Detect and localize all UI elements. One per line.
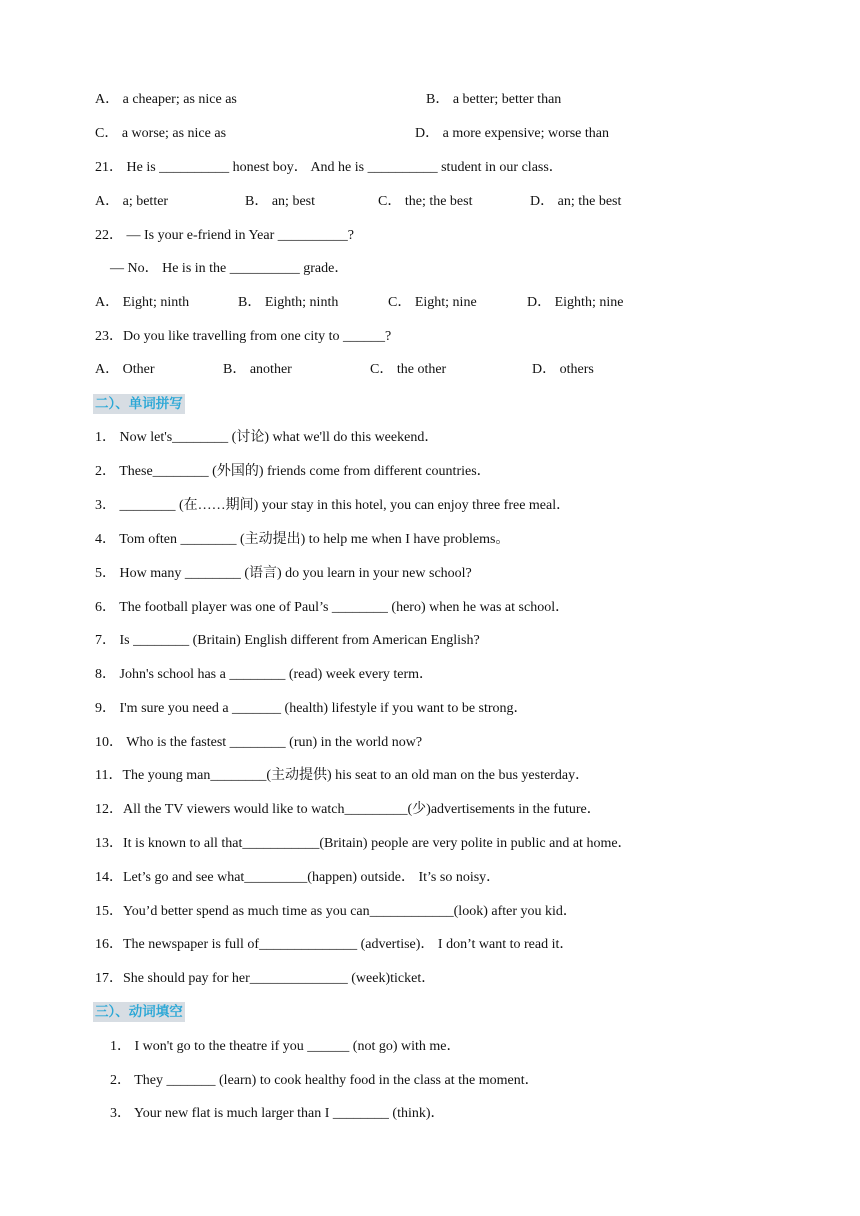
spelling-item: 12．All the TV viewers would like to watch_________(少)advertisements in the future． [95, 802, 601, 817]
option-c: C． the other [370, 362, 447, 377]
verb-item: 2． They _______ (learn) to cook healthy food in the class at the moment． [110, 1073, 539, 1088]
spelling-item: 8． John's school has a ________ (read) week every term． [95, 667, 434, 682]
option-c: C． the; the best [378, 194, 473, 209]
option-a: A． a; better [95, 194, 169, 209]
question-23: 23．Do you like travelling from one city to ______? [95, 329, 392, 344]
option-d: D． an; the best [530, 194, 622, 209]
spelling-item: 5． How many ________ (语言) do you learn in your new school? [95, 566, 472, 581]
spelling-item: 2． These________ (外国的) friends come from different countries． [95, 464, 491, 479]
spelling-item: 17．She should pay for her______________ (week)ticket． [95, 971, 436, 986]
option-d: D． a more expensive; worse than [415, 126, 609, 141]
section-heading-spelling: 二）、单词拼写 [95, 396, 183, 412]
option-a: A． a cheaper; as nice as [95, 92, 237, 107]
question-22: 22． — Is your e-friend in Year __________? [95, 228, 354, 243]
spelling-item: 11．The young man________(主动提供) his seat to an old man on the bus yesterday． [95, 768, 590, 783]
spelling-item: 14．Let’s go and see what_________(happen) outside． It’s so noisy． [95, 870, 501, 885]
spelling-item: 9． I'm sure you need a _______ (health) lifestyle if you want to be strong． [95, 701, 528, 716]
option-a: A． Eight; ninth [95, 295, 190, 310]
option-b: B． an; best [245, 194, 315, 209]
section-heading-verb-fill: 三）、动词填空 [95, 1004, 183, 1020]
option-c: C． Eight; nine [388, 295, 477, 310]
spelling-item: 4． Tom often ________ (主动提出) to help me when I have problems。 [95, 532, 510, 547]
spelling-item: 3． ________ (在……期间) your stay in this hotel, you can enjoy three free meal． [95, 498, 571, 513]
verb-item: 3． Your new flat is much larger than I ________ (think)． [110, 1106, 445, 1121]
spelling-item: 16．The newspaper is full of______________ (advertise)． I don’t want to read it． [95, 937, 574, 952]
spelling-item: 15．You’d better spend as much time as you can____________(look) after you kid． [95, 904, 577, 919]
verb-item: 1． I won't go to the theatre if you ______ (not go) with me． [110, 1039, 461, 1054]
option-b: B． a better; better than [426, 92, 562, 107]
spelling-item: 10． Who is the fastest ________ (run) in the world now? [95, 735, 423, 750]
spelling-item: 7． Is ________ (Britain) English different from American English? [95, 633, 480, 648]
option-d: D． Eighth; nine [527, 295, 624, 310]
spelling-item: 13．It is known to all that___________(Britain) people are very polite in public and at home． [95, 836, 632, 851]
question-22-reply: — No． He is in the __________ grade． [110, 261, 349, 276]
option-d: D． others [532, 362, 594, 377]
question-21: 21． He is __________ honest boy． And he is __________ student in our class． [95, 160, 563, 175]
option-a: A． Other [95, 362, 155, 377]
option-b: B． Eighth; ninth [238, 295, 339, 310]
spelling-item: 1． Now let's________ (讨论) what we'll do this weekend． [95, 430, 439, 445]
option-b: B． another [223, 362, 292, 377]
option-c: C． a worse; as nice as [95, 126, 227, 141]
spelling-item: 6． The football player was one of Paul’s ________ (hero) when he was at school． [95, 600, 570, 615]
